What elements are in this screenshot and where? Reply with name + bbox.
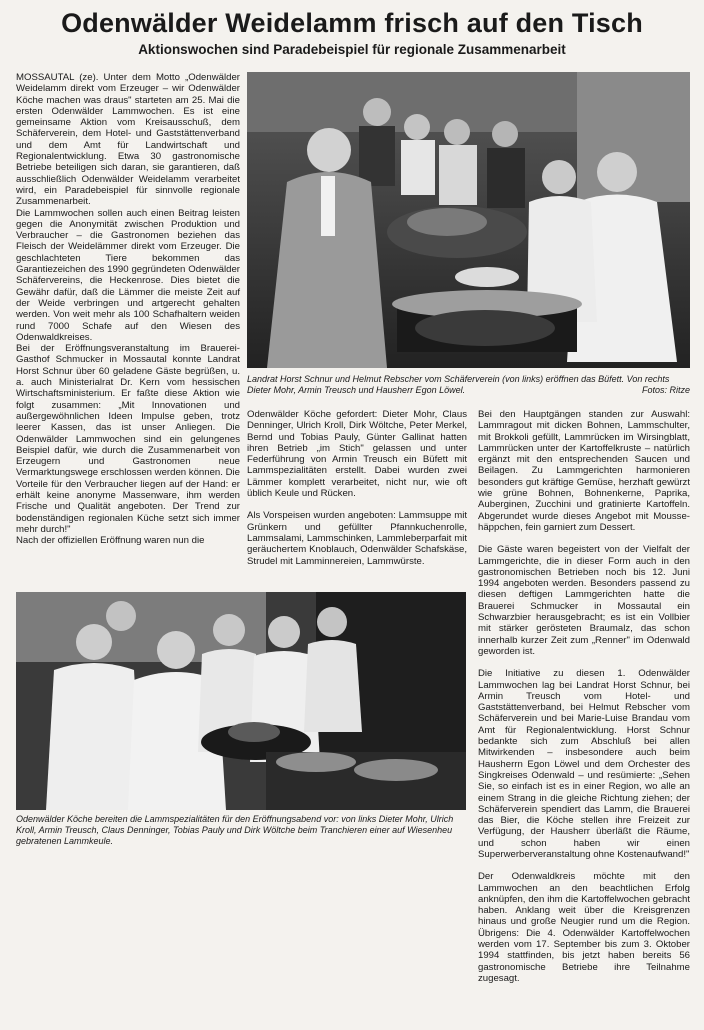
- photo-chefs-carving: [16, 592, 466, 810]
- paragraph: Die Gäste waren begeistert von der Vielfalt der Lammgerichte, die in dieser Form auch in den gastronomischen Betrieben noch bis 12. Juni 1994 angeboten werden. Besonders passend zu diesen deftigen Lammgerichten hatte die Brauerei Schmucker in Mossautal ein Schwarzbier herausgebracht; es ist ein Vollbier mit stärker gerösteten Braumalz, das schon innerhalb kurzer Zeit zum „Renner" im Odenwald geworden ist.: [478, 544, 690, 657]
- paragraph: Nach der offiziellen Eröffnung waren nun die: [16, 535, 205, 547]
- photo-buffet-opening: [247, 72, 690, 368]
- photo-caption-1: [247, 374, 690, 396]
- caption-text: Landrat Horst Schnur und Helmut Rebscher vom Schäferverein (von links) eröffnen das Büfett. Von rechts Dieter Mohr, Armin Treusch und Hausherr Egon Löwel.: [247, 374, 670, 395]
- paragraph: Bei den Hauptgängen standen zur Auswahl: Lammragout mit dicken Bohnen, Lammschulter, mit Brokkoli gefüllt, Lammrücken im Wirsingblatt, Lammrücken unter der Kartoffelkruste – natürlich ergänzt mit den entsprechenden Saucen und Beilagen. Zu Lammgerichten harmonieren besonders gut kräftige Gemüse, herzhaft gewürzt wie grüne Bohnen, Bohnenkerne, Paprika, Auberginen, Zucchini und gratinierte Kartoffeln. Abgerundet wurde dieses Angebot mit Moussehäppchen, fein garniert zum Dessert.: [478, 409, 690, 533]
- photo-credit: Fotos: Ritze: [641, 384, 690, 395]
- paragraph: Der Odenwaldkreis möchte mit den Lammwochen an den beachtlichen Erfolg anknüpfen, den ihm die Kartoffelwochen gebracht haben. Anklang weit über die Kreisgrenzen hinaus und große Neugier rund um die Region. Übrigens: Die 4. Odenwälder Kartoffelwochen werden vom 17. September bis zum 3. Oktober 1994 stattfinden, bis jetzt haben bereits 56 gastronomische Betriebe ihre Teilnahme zugesagt.: [478, 871, 690, 984]
- paragraph: Odenwälder Köche gefordert: Dieter Mohr, Claus Denninger, Ulrich Kroll, Dirk Wöltche, Peter Merkel, Bernd und Tobias Pauly, Günter Gallinat hatten ihren Betrieb „im Stich" gelassen und unter Federführung von Armin Treusch ein Büfett mit Lammspezialitäten erstellt. Dabei wurden zwei Lämmer komplett verarbeitet, nicht nur, wie oft üblich Keule und Rücken.: [247, 409, 467, 500]
- subheadline: Aktionswochen sind Paradebeispiel für regionale Zusammenarbeit: [138, 42, 566, 57]
- article-column-1: [16, 72, 240, 546]
- paragraph: Die Lammwochen sollen auch einen Beitrag leisten gegen die Anonymität zwischen Produktion und Verbraucher – die Gastronomen beziehen das Fleisch der Weidelämmer direkt vom Erzeuger. Die geschlachteten Tiere bekommen das Garantiezeichen des 1990 gegründeten Odenwälder Schäfervereins, die Heckenrose. Dies bietet die Gewähr dafür, daß die Lämmer die meiste Zeit auf der Weide verbringen und artgerecht gehalten werden. Von weit mehr als 100 Schafhaltern weiden rund 7000 Schafe auf den Wiesen des Odenwaldkreises.: [16, 207, 240, 343]
- paragraph: Bei der Eröffnungsveranstaltung im Brauerei-Gasthof Schmucker in Mossautal konnte Landrat Horst Schnur über 60 geladene Gäste begrüßen, u. a. auch Ministerialrat Dr. Kern vom hessischen Wirtschaftsministerium. Er faßte diese Aktion wie folgt zusammen: „Mit Innovationen und außergewöhnlichen Ideen Impulse geben, trotz leerer Kassen, das ist unser Anliegen. Die Odenwälder Lammwochen sind ein gelungenes Beispiel dafür, wie durch die Zusammenarbeit von Erzeugern und Gastronomen neue Vermarktungswege erschlossen werden können. Die Vorteile für den Verbraucher liegen auf der Hand: er erhält keine anonyme Massenware, ihm werden Frische und Qualität angeboten. Der Trend zur bodenständigen regionalen Küche setzt sich immer mehr durch!": [16, 343, 240, 535]
- article-column-2: [247, 409, 467, 567]
- paragraph: MOSSAUTAL (ze). Unter dem Motto „Odenwälder Weidelamm direkt vom Erzeuger – wir Odenwälder Köche machen was draus" starteten am 25. Mai die ersten Odenwälder Lammwochen. Es ist eine gemeinsame Aktion vom Kreisausschuß, dem Schäferverein, dem Hotel- und Gaststättenverband und dem Amt für Landwirtschaft und Regionalentwicklung. Etwa 30 gastronomische Betriebe beteiligen sich daran, sie garantieren, daß ausschließlich Odenwälder Weidelamm verarbeitet wird, ein Paradebeispiel für sinnvolle regionale Zusammenarbeit.: [16, 72, 240, 208]
- paragraph: Als Vorspeisen wurden angeboten: Lammsuppe mit Grünkern und gefüllter Pfannkuchenrolle, Lammsalami, Lammschinken, Lammleberparfait mit geräuchertem Knoblauch, Odenwälder Schafskäse, Strudel mit Lamminnereien, Lammwürste.: [247, 510, 467, 567]
- article-column-3: [478, 409, 690, 984]
- paragraph: Die Initiative zu diesen 1. Odenwälder Lammwochen lag bei Landrat Horst Schnur, bei Armin Treusch vom Hotel- und Gaststättenverband, bei Helmut Rebscher vom Schäferverein und bei Marie-Luise Brandau vom Amt für Regionalentwicklung. Horst Schnur bedankte sich zum Abschluß bei allen Mitwirkenden – insbesondere auch beim Hausherrn Egon Löwel und dem Orchester des Singkreises Odenwald – und resümierte: „Sehen Sie, so einfach ist es in einer Region, wo alle an einem Strang in die gleiche Richtung ziehen; der Schäferverein spendiert das Lamm, die Brauerei das Bier, die Köche stellen ihre Freizeit zur Verfügung, der Hausherr überläßt die Räume, und schon haben wir einen Superwerberveranstaltung ohne Kostenaufwand!": [478, 668, 690, 860]
- headline: Odenwälder Weidelamm frisch auf den Tisch: [61, 8, 643, 38]
- photo-caption-2: Odenwälder Köche bereiten die Lammspezialitäten für den Eröffnungsabend vor: von links Dieter Mohr, Ulrich Kroll, Armin Treusch, Claus Denninger, Tobias Pauly und Dirk Wöltche beim Tranchieren einer auf Wiesenheu gebratenen Lammkeule.: [16, 814, 454, 846]
